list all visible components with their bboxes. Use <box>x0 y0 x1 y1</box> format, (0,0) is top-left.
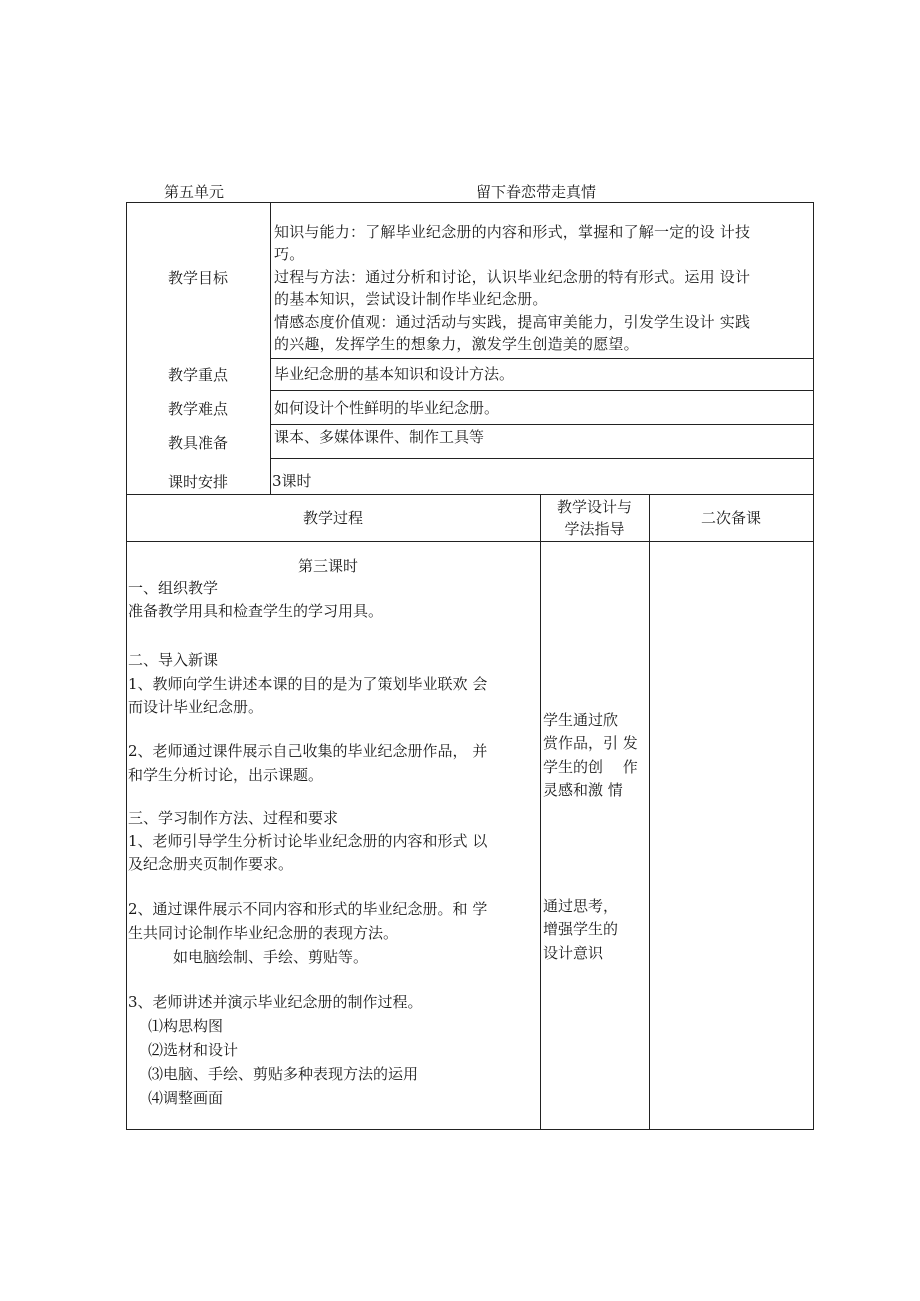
materials-label: 教具准备 <box>167 434 228 452</box>
key-points-value: 毕业纪念册的基本知识和设计方法。 <box>274 365 515 383</box>
difficulties-label: 教学难点 <box>167 400 228 418</box>
process-line: 三、学习制作方法、过程和要求 <box>128 809 339 827</box>
process-step: ⑵选材和设计 <box>148 1041 239 1059</box>
process-line: 准备教学用具和检查学生的学习用具。 <box>128 602 384 620</box>
row-divider <box>270 458 814 459</box>
process-step: ⑷调整画面 <box>148 1089 224 1107</box>
difficulties-value: 如何设计个性鲜明的毕业纪念册。 <box>274 399 500 417</box>
process-line: 2、老师通过课件展示自己收集的毕业纪念册作品， 并 <box>128 742 488 760</box>
guide-header-line2: 学法指导 <box>564 520 625 538</box>
process-line: 1、教师向学生讲述本课的目的是为了策划毕业联欢 会 <box>128 675 488 693</box>
objectives-label: 教学目标 <box>167 269 228 287</box>
process-line: 一、组织教学 <box>128 579 219 597</box>
row-divider <box>270 424 814 425</box>
lesson-session: 第三课时 <box>298 557 359 575</box>
objectives-line: 情感态度价值观：通过活动与实践，提高审美能力，引发学生设计 实践 <box>274 313 751 331</box>
row-divider <box>126 541 814 542</box>
col-divider <box>813 202 814 494</box>
col-divider <box>126 494 127 1130</box>
col-divider <box>270 202 271 494</box>
materials-value: 课本、多媒体课件、制作工具等 <box>274 428 485 446</box>
guidance-line: 通过思考， <box>543 897 619 915</box>
col-divider <box>540 494 541 1130</box>
process-line: 二、导入新课 <box>128 651 219 669</box>
guidance-line: 增强学生的 <box>543 920 619 938</box>
col-divider <box>649 494 650 1130</box>
guidance-line: 赏作品，引 发 <box>543 734 638 752</box>
row-divider <box>126 202 814 203</box>
objectives-line: 知识与能力：了解毕业纪念册的内容和形式，掌握和了解一定的设 计技 <box>274 223 751 241</box>
row-divider <box>126 1129 814 1130</box>
objectives-line: 过程与方法：通过分析和讨论，认识毕业纪念册的特有形式。运用 设计 <box>274 268 751 286</box>
process-step: ⑶电脑、手绘、剪贴多种表现方法的运用 <box>148 1065 419 1083</box>
schedule-label: 课时安排 <box>167 473 228 491</box>
objectives-line: 巧。 <box>274 245 305 263</box>
process-line: 3、老师讲述并演示毕业纪念册的制作过程。 <box>128 993 423 1011</box>
guidance-line: 灵感和激 情 <box>543 781 623 799</box>
process-header: 教学过程 <box>302 509 363 527</box>
objectives-line: 的兴趣，发挥学生的想象力，激发学生创造美的愿望。 <box>274 335 639 353</box>
guide-header-line1: 教学设计与 <box>556 498 632 516</box>
objectives-line: 的基本知识，尝试设计制作毕业纪念册。 <box>274 290 548 308</box>
row-divider <box>270 358 814 359</box>
second-prep-header: 二次备课 <box>700 509 761 527</box>
schedule-value: 3课时 <box>272 472 312 490</box>
process-step: ⑴构思构图 <box>148 1017 224 1035</box>
process-line: 1、老师引导学生分析讨论毕业纪念册的内容和形式 以 <box>128 832 488 850</box>
process-line: 如电脑绘制、手绘、剪贴等。 <box>173 948 369 966</box>
guidance-line: 学生通过欣 <box>543 711 619 729</box>
lesson-title: 留下眷恋带走真情 <box>476 183 597 201</box>
process-line: 生共同讨论制作毕业纪念册的表现方法。 <box>128 924 399 942</box>
guidance-line: 设计意识 <box>543 944 604 962</box>
col-divider <box>813 494 814 1130</box>
row-divider <box>126 494 814 495</box>
process-line: 及纪念册夹页制作要求。 <box>128 855 294 873</box>
unit-label: 第五单元 <box>164 183 225 201</box>
process-line: 2、通过课件展示不同内容和形式的毕业纪念册。和 学 <box>128 900 488 918</box>
guidance-line: 学生的创 作 <box>543 758 638 776</box>
process-line: 和学生分析讨论，出示课题。 <box>128 766 324 784</box>
process-line: 而设计毕业纪念册。 <box>128 698 264 716</box>
key-points-label: 教学重点 <box>167 366 228 384</box>
row-divider <box>270 390 814 391</box>
